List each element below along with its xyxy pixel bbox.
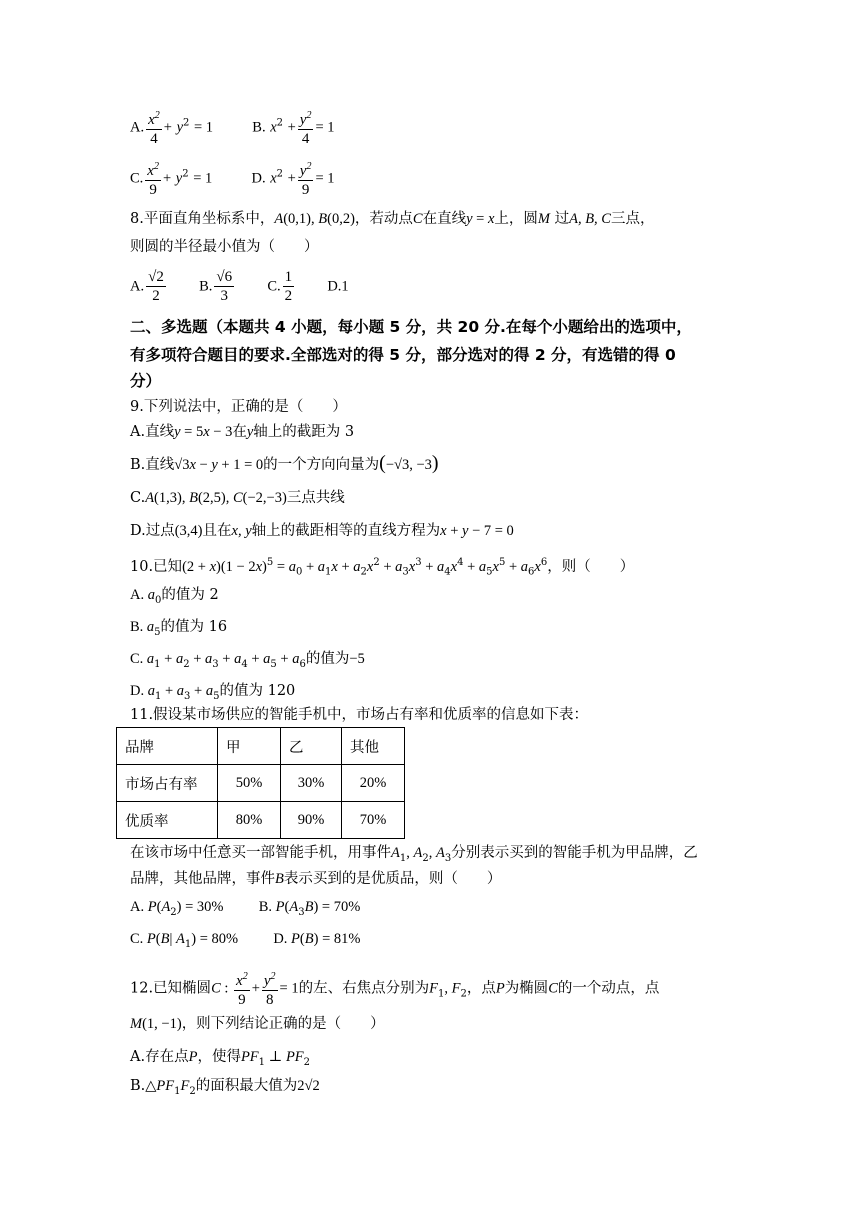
table-row xyxy=(117,765,405,802)
q9-option-a: A.直线y = 5x − 3在y轴上的截距为 3 xyxy=(130,424,355,440)
q8-stem-line1: 8.平面直角坐标系中，A(0,1), B(0,2)，若动点C在直线y = x上，圆M 过A, B, C三点， xyxy=(130,211,655,227)
q8-stem-line2: 则圆的半径最小值为（ ） xyxy=(130,239,319,255)
table-header-cell: 品牌 xyxy=(117,728,218,765)
table-header-cell: 其他 xyxy=(342,728,405,765)
table-cell: 70% xyxy=(342,802,405,839)
table-header-row xyxy=(117,728,405,765)
table-cell: 90% xyxy=(281,802,342,839)
q9-option-b: B.直线√3x − y + 1 = 0的一个方向向量为(−√3, −3) xyxy=(130,452,439,474)
q10-option-c: C. $a_1 + a_2 + a_3 + a_4 + a_5 + a_6$的值为−5 xyxy=(130,651,365,670)
q9-stem: 9.下列说法中，正确的是（ ） xyxy=(130,399,347,415)
table-cell: 30% xyxy=(281,765,342,802)
q11-stem: 11.假设某市场供应的智能手机中，市场占有率和优质率的信息如下表： xyxy=(130,707,589,723)
q12-stem-line1: 12.已知椭圆C : $\frac{x^2}{9}$ + $\frac{y^2}{8}$ = 1的左、右焦点分别为$F_1$, $F_2$，点P为椭圆C的一个动点，点 xyxy=(130,968,659,1009)
table-header-cell: 乙 xyxy=(281,728,342,765)
table-cell: 50% xyxy=(218,765,281,802)
q11-after-line2: 品牌，其他品牌，事件B表示买到的是优质品，则（ ） xyxy=(130,871,502,887)
q9-option-c: C.A(1,3), B(2,5), C(−2,−3)三点共线 xyxy=(130,490,345,506)
q12-option-a: A.存在点P，使得$PF_1$ ⊥ $PF_2$ xyxy=(130,1049,311,1068)
q12-stem-line2: M(1, −1)，则下列结论正确的是（ ） xyxy=(130,1016,385,1032)
q8-options: A. $\frac{√2}{2}$ B. $\frac{√6}{3}$ C. $\frac{1}{2}$ D.1 xyxy=(130,269,349,304)
section2-heading-line2: 有多项符合题目的要求.全部选对的得 5 分，部分选对的得 2 分，有选错的得 0 xyxy=(130,346,676,364)
table-row xyxy=(117,802,405,839)
q11-options-cd: C. P(B| $A_1) = 80\%$ D. P(B) = 81% xyxy=(130,931,361,950)
table-cell: 80% xyxy=(218,802,281,839)
q9-option-d: D.过点(3,4)且在x, y轴上的截距相等的直线方程为x + y − 7 = 0 xyxy=(130,523,514,539)
q11-table xyxy=(116,727,405,839)
table-cell: 20% xyxy=(342,765,405,802)
table-cell: 优质率 xyxy=(117,802,218,839)
section2-heading-line1: 二、多选题（本题共 4 小题，每小题 5 分，共 20 分.在每个小题给出的选项中， xyxy=(130,318,692,336)
table-cell: 市场占有率 xyxy=(117,765,218,802)
q10-option-a: A. $a_0$的值为 2 xyxy=(130,587,219,606)
section2-heading-line3: 分） xyxy=(130,372,162,390)
q10-option-d: D. $a_1 + a_3 + a_5$的值为 120 xyxy=(130,683,296,702)
q11-after-line1: 在该市场中任意买一部智能手机，用事件$A_1$, $A_2$, $A_3$分别表示买到的智能手机为甲品牌，乙 xyxy=(130,845,698,864)
q11-options-ab: A. $P(A_2) = 30\%$ B. $P(A_3B) = 70\%$ xyxy=(130,899,361,918)
table-header-cell: 甲 xyxy=(218,728,281,765)
q10-stem: 10.已知$(2 + x)(1 - 2x)^5 = a_0 + a_1x + a_2x^2 + a_3x^3 + a_4x^4 + a_5x^5 + a_6x^6$，则（ ） xyxy=(130,557,635,578)
q12-option-b: $B.\triangle PF_1F_2$的面积最大值为2√2 xyxy=(130,1078,320,1097)
q10-option-b: B. $a_5$的值为 16 xyxy=(130,619,228,638)
q7-options-cd: C. $\frac{x^2}{9}$ + $y^2 = 1$ D. $x^2$ + $\frac{y^2}{9}$ = 1 xyxy=(130,158,335,199)
q7-options-ab: A. $\frac{x^2}{4}$ + $y^2 = 1$ B. $x^2$ + $\frac{y^2}{4}$ = 1 xyxy=(130,107,335,148)
